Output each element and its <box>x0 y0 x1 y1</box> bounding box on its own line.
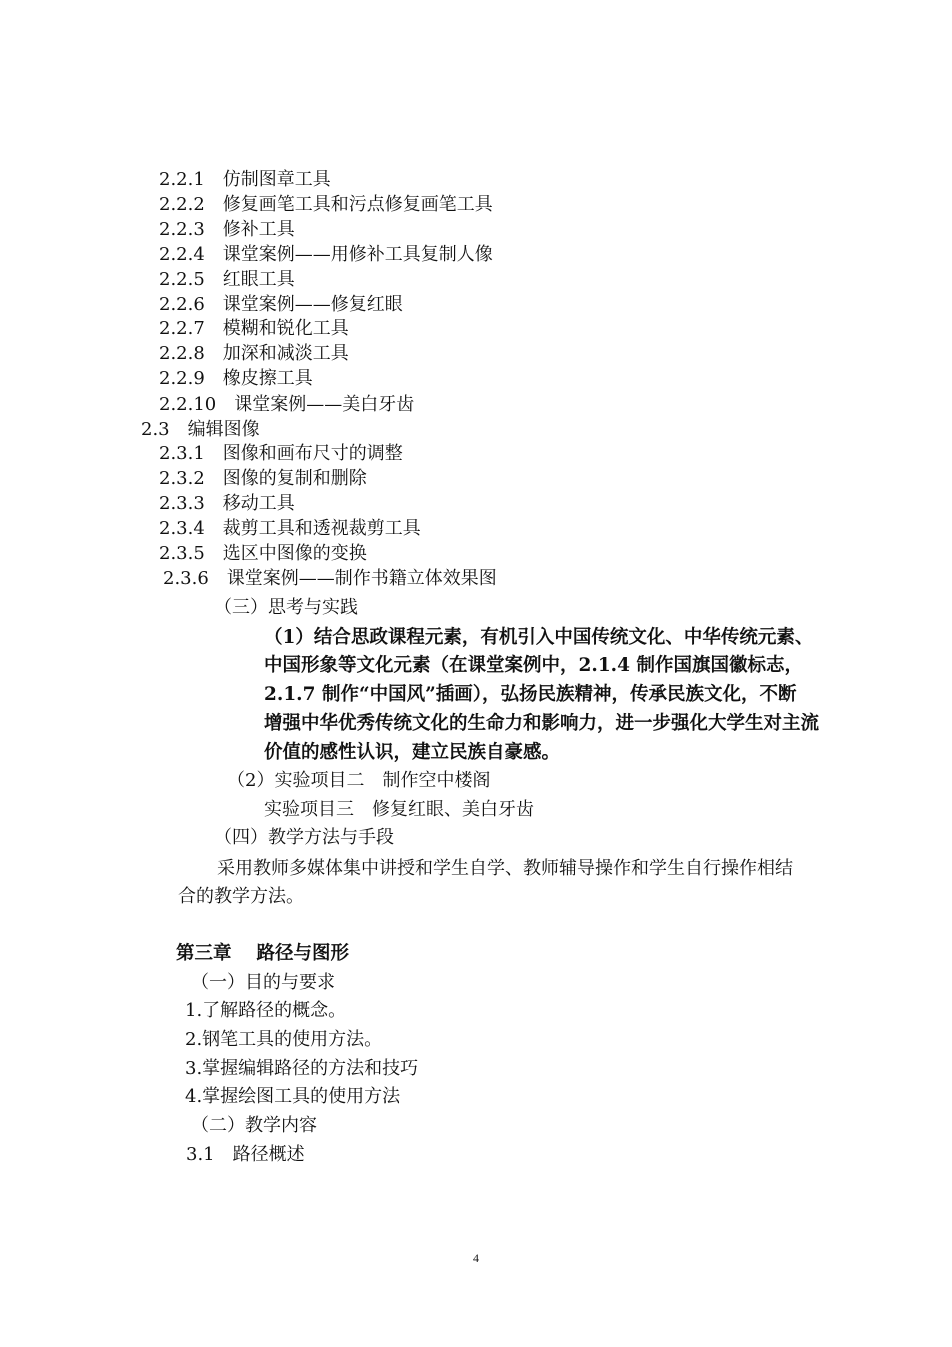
toc-item-2-2-10: 2.2.10 课堂案例——美白牙齿 <box>159 394 415 415</box>
toc-item-2-2-2: 2.2.2 修复画笔工具和污点修复画笔工具 <box>159 194 493 215</box>
bold-paragraph-line-1: （1）结合思政课程元素，有机引入中国传统文化、中华传统元素、 <box>264 627 814 648</box>
section-heading-2-3: 2.3 编辑图像 <box>141 419 260 440</box>
teaching-method-heading: （四）教学方法与手段 <box>214 827 394 848</box>
goal-item-1: 1.了解路径的概念。 <box>185 1000 347 1021</box>
experiment-item-2: （2）实验项目二 制作空中楼阁 <box>227 770 491 791</box>
teaching-method-line-1: 采用教师多媒体集中讲授和学生自学、教师辅导操作和学生自行操作相结 <box>217 858 793 879</box>
toc-item-2-2-1: 2.2.1 仿制图章工具 <box>159 169 331 190</box>
toc-item-2-3-5: 2.3.5 选区中图像的变换 <box>159 543 367 564</box>
toc-item-2-3-2: 2.3.2 图像的复制和删除 <box>159 468 367 489</box>
toc-item-2-2-7: 2.2.7 模糊和锐化工具 <box>159 318 349 339</box>
bold-paragraph-line-2: 中国形象等文化元素（在课堂案例中，2.1.4 制作国旗国徽标志， <box>264 655 803 676</box>
toc-item-2-3-1: 2.3.1 图像和画布尺寸的调整 <box>159 443 403 464</box>
bold-paragraph-line-5: 价值的感性认识，建立民族自豪感。 <box>264 742 561 763</box>
goal-item-2: 2.钢笔工具的使用方法。 <box>185 1029 383 1050</box>
goal-item-4: 4.掌握绘图工具的使用方法 <box>185 1086 401 1107</box>
goal-item-3: 3.掌握编辑路径的方法和技巧 <box>185 1058 419 1079</box>
toc-item-2-2-3: 2.2.3 修补工具 <box>159 219 295 240</box>
bold-paragraph-line-3: 2.1.7 制作“中国风”插画），弘扬民族精神，传承民族文化，不断 <box>264 684 797 705</box>
toc-item-2-2-9: 2.2.9 橡皮擦工具 <box>159 368 313 389</box>
page-number: 4 <box>473 1251 479 1265</box>
toc-item-2-3-6: 2.3.6 课堂案例——制作书籍立体效果图 <box>163 568 497 589</box>
think-practice-heading: （三）思考与实践 <box>214 597 358 618</box>
toc-item-2-3-3: 2.3.3 移动工具 <box>159 493 295 514</box>
experiment-item-3: 实验项目三 修复红眼、美白牙齿 <box>264 799 534 820</box>
toc-item-2-2-5: 2.2.5 红眼工具 <box>159 269 295 290</box>
teaching-method-line-2: 合的教学方法。 <box>178 886 304 907</box>
toc-item-2-2-8: 2.2.8 加深和减淡工具 <box>159 343 349 364</box>
goals-heading: （一）目的与要求 <box>191 972 335 993</box>
toc-item-2-2-6: 2.2.6 课堂案例——修复红眼 <box>159 294 403 315</box>
bold-paragraph-line-4: 增强中华优秀传统文化的生命力和影响力，进一步强化大学生对主流 <box>264 713 820 734</box>
content-item-3-1: 3.1 路径概述 <box>186 1144 305 1165</box>
toc-item-2-3-4: 2.3.4 裁剪工具和透视裁剪工具 <box>159 518 421 539</box>
chapter-title: 第三章 路径与图形 <box>176 943 349 964</box>
toc-item-2-2-4: 2.2.4 课堂案例——用修补工具复制人像 <box>159 244 493 265</box>
content-heading: （二）教学内容 <box>191 1115 317 1136</box>
